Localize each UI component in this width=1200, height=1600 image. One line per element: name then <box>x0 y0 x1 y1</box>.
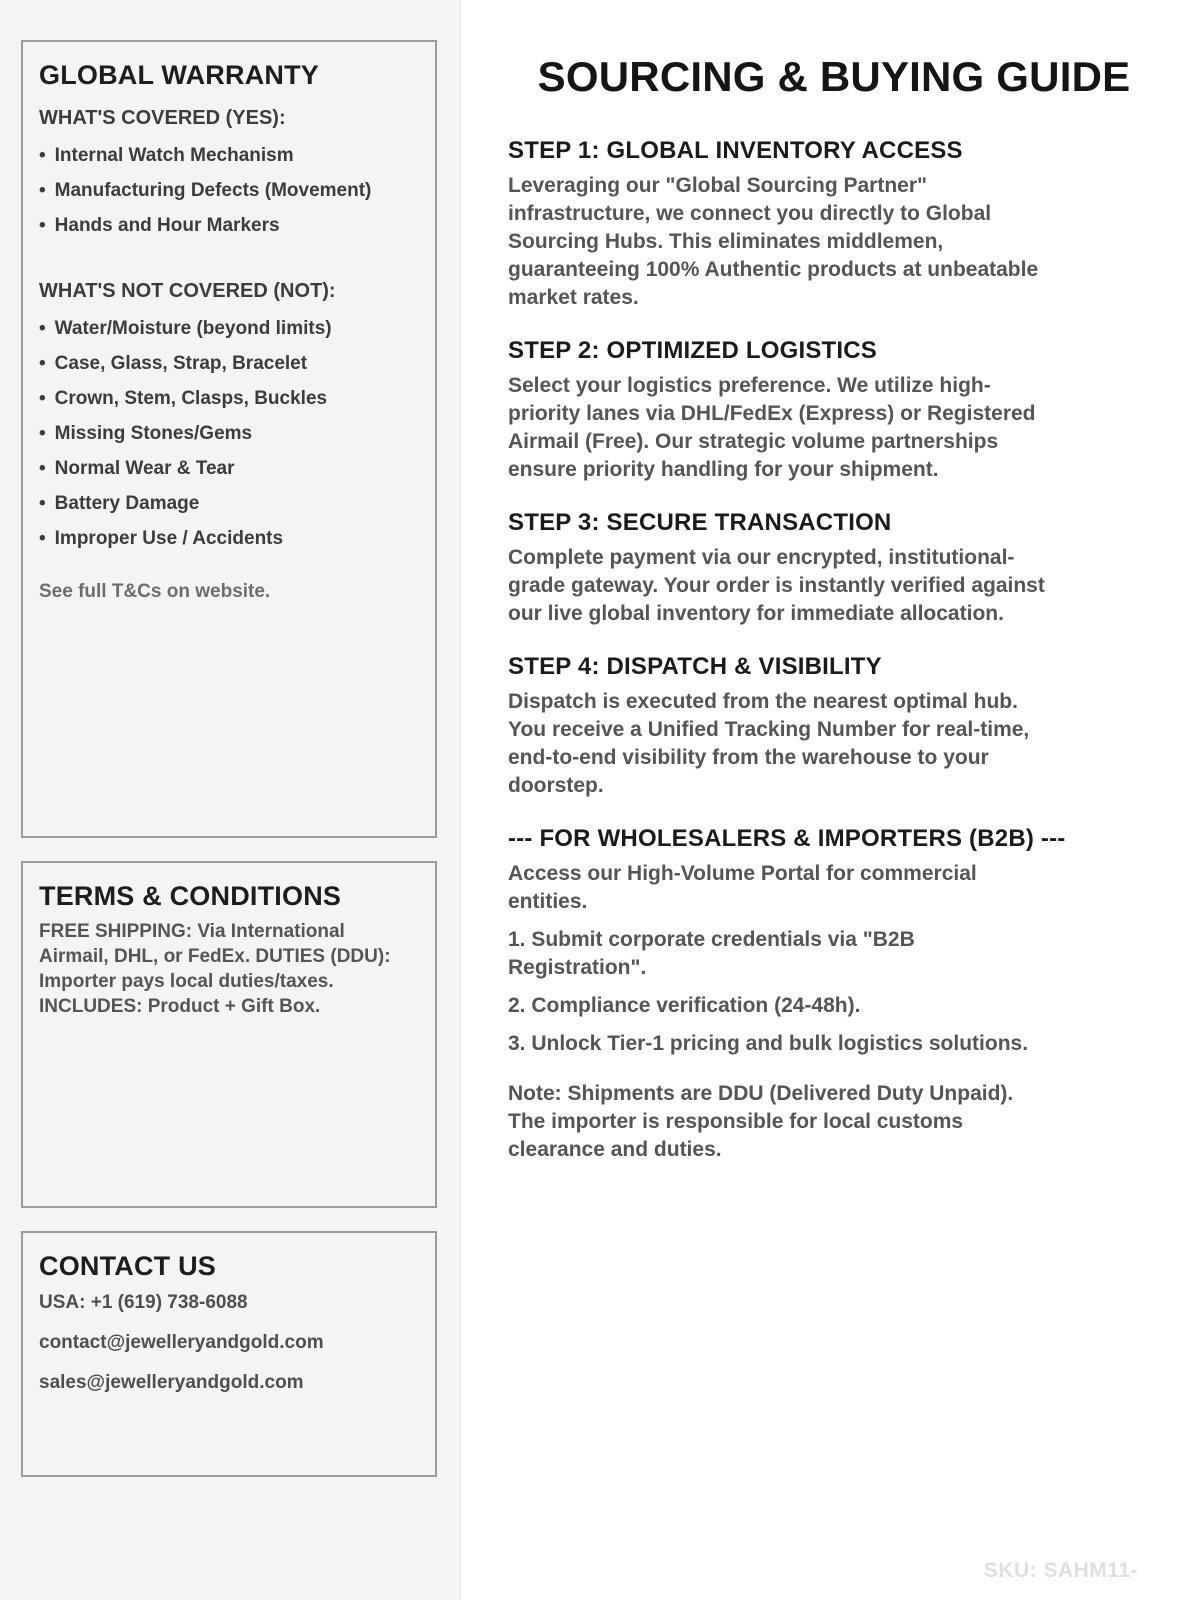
step-1-heading: STEP 1: GLOBAL INVENTORY ACCESS <box>508 137 963 164</box>
warranty-footnote: See full T&Cs on website. <box>39 581 271 602</box>
b2b-item-3: 3. Unlock Tier-1 pricing and bulk logistics solutions. <box>508 1032 1029 1055</box>
not-covered-item: • Missing Stones/Gems <box>39 416 419 451</box>
contact-phone: USA: +1 (619) 738-6088 <box>39 1292 248 1313</box>
guide-title: SOURCING & BUYING GUIDE <box>537 53 1131 100</box>
covered-heading: WHAT'S COVERED (YES): <box>39 107 286 129</box>
not-covered-heading: WHAT'S NOT COVERED (NOT): <box>39 280 336 302</box>
sales-email: sales@jewelleryandgold.com <box>39 1372 304 1393</box>
terms-title: TERMS & CONDITIONS <box>39 881 342 911</box>
contact-title: CONTACT US <box>39 1251 216 1281</box>
covered-item: • Manufacturing Defects (Movement) <box>39 173 419 208</box>
step-4-body: Dispatch is executed from the nearest optimal hub. You receive a Unified Tracking Number for real-time, end-to-end visibility from the warehouse to your doorstep. <box>508 690 1030 797</box>
global-warranty-box <box>21 40 437 838</box>
b2b-item-2: 2. Compliance verification (24-48h). <box>508 994 861 1017</box>
step-2-body: Select your logistics preference. We utilize high-priority lanes via DHL/FedEx (Express) or Registered Airmail (Free). Our strategic volume partnerships ensure priority handling for your shipment. <box>508 374 1036 481</box>
terms-box <box>21 861 437 1208</box>
step-2-heading: STEP 2: OPTIMIZED LOGISTICS <box>508 337 877 364</box>
not-covered-list <box>39 311 419 556</box>
b2b-intro: Access our High-Volume Portal for commercial entities. <box>508 862 977 913</box>
b2b-note: Note: Shipments are DDU (Delivered Duty Unpaid). The importer is responsible for local customs clearance and duties. <box>508 1082 1014 1161</box>
step-3-heading: STEP 3: SECURE TRANSACTION <box>508 509 892 536</box>
step-3-body: Complete payment via our encrypted, institutional-grade gateway. Your order is instantly verified against our live global inventory for immediate allocation. <box>508 546 1045 625</box>
not-covered-item: • Crown, Stem, Clasps, Buckles <box>39 381 419 416</box>
sidebar <box>0 0 461 1600</box>
contact-email: contact@jewelleryandgold.com <box>39 1332 324 1353</box>
warranty-title: GLOBAL WARRANTY <box>39 60 319 90</box>
b2b-heading: --- FOR WHOLESALERS & IMPORTERS (B2B) --- <box>508 825 1066 852</box>
not-covered-item: • Normal Wear & Tear <box>39 451 419 486</box>
step-1-body: Leveraging our "Global Sourcing Partner" infrastructure, we connect you directly to Global Sourcing Hubs. This eliminates middlemen, guaranteeing 100% Authentic products at unbeatable market rates. <box>508 174 1039 309</box>
sourcing-guide <box>461 0 1200 1600</box>
step-4-heading: STEP 4: DISPATCH & VISIBILITY <box>508 653 882 680</box>
terms-body: FREE SHIPPING: Via International Airmail, DHL, or FedEx. DUTIES (DDU): Importer pays local duties/taxes. INCLUDES: Product + Gift Box. <box>39 921 391 1017</box>
covered-item: • Internal Watch Mechanism <box>39 138 419 173</box>
contact-box <box>21 1231 437 1477</box>
not-covered-item: • Case, Glass, Strap, Bracelet <box>39 346 419 381</box>
not-covered-item: • Battery Damage <box>39 486 419 521</box>
not-covered-item: • Improper Use / Accidents <box>39 521 419 556</box>
covered-item: • Hands and Hour Markers <box>39 208 419 243</box>
not-covered-item: • Water/Moisture (beyond limits) <box>39 311 419 346</box>
sku-label: SKU: SAHM11- <box>983 1559 1138 1582</box>
b2b-item-1: 1. Submit corporate credentials via "B2B Registration". <box>508 928 915 979</box>
covered-list <box>39 138 419 243</box>
